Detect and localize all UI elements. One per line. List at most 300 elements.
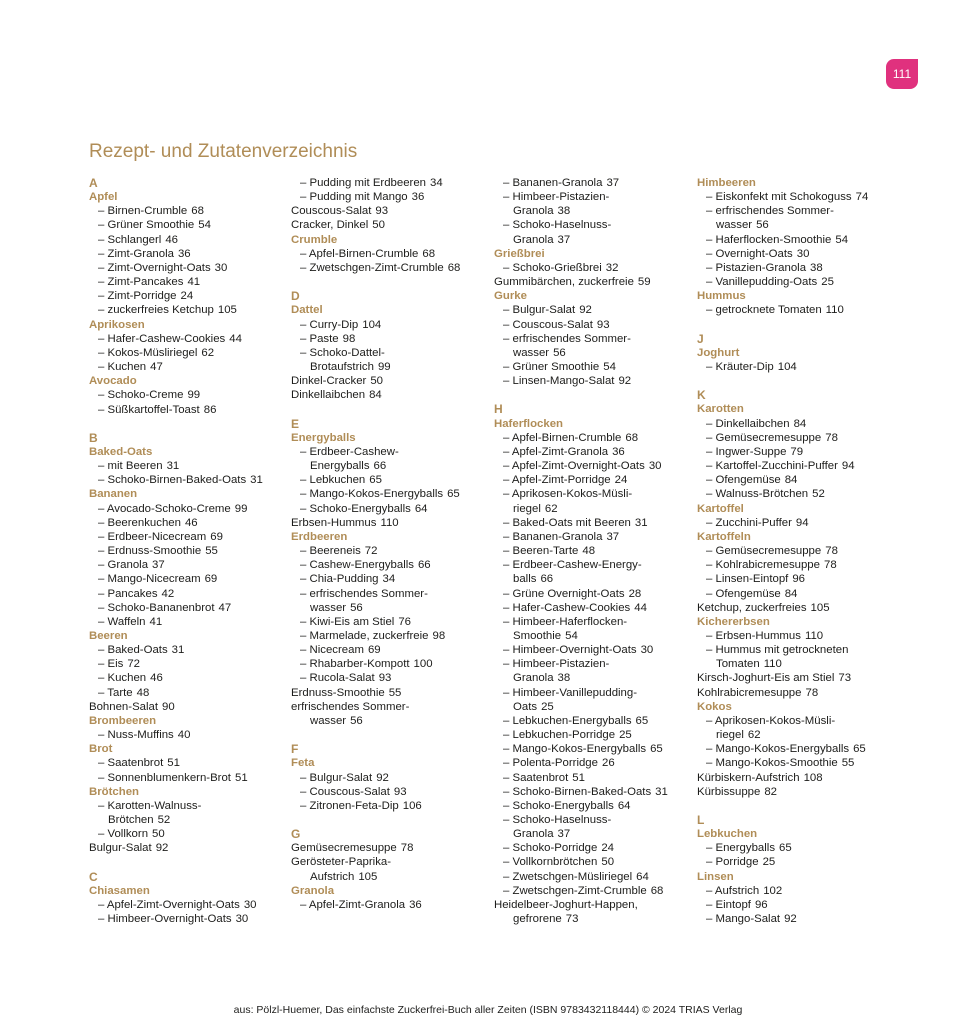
page-ref: 50 <box>370 375 383 388</box>
page-ref: 41 <box>187 276 201 289</box>
page-ref: 37 <box>152 559 165 572</box>
index-subentry <box>697 587 897 601</box>
index-subentry <box>697 629 897 643</box>
index-subentry <box>697 303 897 317</box>
entry-text: Grießbrei <box>494 247 545 260</box>
page-ref: 56 <box>756 219 769 232</box>
page-ref: 72 <box>364 545 378 558</box>
index-subentry <box>291 558 491 572</box>
entry-text: Karotten-Walnuss- <box>107 799 202 812</box>
entry-text: Joghurt <box>697 346 740 359</box>
entry-text: Schoko-Porridge <box>512 842 598 855</box>
page-ref: 30 <box>648 460 662 473</box>
index-letter <box>291 417 491 431</box>
index-subentry <box>494 855 694 869</box>
entry-text: Erbsen-Hummus <box>291 516 377 529</box>
entry-text: Granola <box>513 828 554 841</box>
entry-text: Zwetschgen-Müsliriegel <box>512 870 633 883</box>
entry-text: Himbeer-Overnight-Oats <box>107 913 232 926</box>
page-ref: 100 <box>413 658 433 671</box>
page-ref: 51 <box>572 771 585 784</box>
index-subentry <box>697 487 897 501</box>
entry-text: Granola <box>513 205 554 218</box>
entry-text: Kichererbsen <box>697 615 770 628</box>
index-entry <box>697 771 897 785</box>
page-ref: 78 <box>825 431 838 444</box>
entry-text: Lebkuchen-Porridge <box>512 729 616 742</box>
index-subentry <box>494 601 694 615</box>
page-ref: 110 <box>380 516 399 529</box>
index-heading <box>291 431 491 445</box>
page-ref: 34 <box>430 177 443 189</box>
entry-text: Schlangerl <box>107 233 162 246</box>
index-letter <box>697 813 897 827</box>
entry-text: Apfel-Birnen-Crumble <box>308 247 419 260</box>
index-letter <box>89 870 289 884</box>
entry-text: Chia-Pudding <box>309 573 379 586</box>
index-heading <box>697 176 897 190</box>
index-heading <box>494 417 694 431</box>
page-ref: 55 <box>205 545 218 558</box>
page-ref: 24 <box>601 842 615 855</box>
index-subentry <box>89 686 289 700</box>
entry-text: Zimt-Granola <box>107 247 174 260</box>
page-ref: 76 <box>398 615 411 628</box>
entry-text: Kohlrabicremesuppe <box>715 559 820 572</box>
index-continuation <box>291 714 491 728</box>
entry-text: Kuchen <box>107 361 147 374</box>
index-letter <box>291 827 491 841</box>
page-ref: 84 <box>784 474 798 487</box>
index-subentry <box>697 572 897 586</box>
entry-text: Himbeer-Haferflocken- <box>512 615 628 628</box>
index-subentry <box>89 643 289 657</box>
entry-text: Beeren-Tarte <box>512 545 579 558</box>
index-subentry <box>89 799 289 813</box>
page-ref: 96 <box>792 573 805 586</box>
entry-text: Hummus <box>697 290 746 303</box>
index-subentry <box>291 771 491 785</box>
page-ref: 26 <box>601 757 615 770</box>
entry-text: Walnuss-Brötchen <box>715 488 809 501</box>
page-ref: 105 <box>217 304 237 317</box>
entry-text: Zwetschgen-Zimt-Crumble <box>512 884 647 897</box>
entry-text: Vanillepudding-Oats <box>715 276 818 289</box>
page-ref: 65 <box>635 714 649 727</box>
index-continuation <box>494 346 694 360</box>
page-ref: 93 <box>378 672 392 685</box>
entry-text: Kokos <box>697 700 732 713</box>
entry-text: Beereneis <box>309 545 361 558</box>
index-subentry <box>291 190 491 204</box>
entry-text: Aprikosen <box>89 318 145 331</box>
index-subentry <box>89 558 289 572</box>
entry-text: Bananen-Granola <box>512 530 603 543</box>
index-subentry <box>494 487 694 501</box>
index-heading <box>697 530 897 544</box>
index-subentry <box>494 473 694 487</box>
entry-text: riegel <box>513 502 541 515</box>
entry-text: Rucola-Salat <box>309 672 375 685</box>
index-subentry <box>89 403 289 417</box>
entry-text: Schoko-Creme <box>107 389 184 402</box>
entry-text: Polenta-Porridge <box>512 757 598 770</box>
index-heading <box>291 530 491 544</box>
page-ref: 69 <box>367 644 381 657</box>
page-ref: 110 <box>804 629 824 642</box>
page-ref: 92 <box>579 304 592 317</box>
index-subentry <box>291 544 491 558</box>
entry-text: Saatenbrot <box>512 771 569 784</box>
index-subentry <box>291 799 491 813</box>
index-continuation <box>494 572 694 586</box>
entry-text: Gemüsecremesuppe <box>291 842 397 855</box>
index-subentry <box>291 332 491 346</box>
entry-text: Beerenkuchen <box>107 516 181 529</box>
entry-text: Haferflocken-Smoothie <box>715 233 832 246</box>
page-ref: 64 <box>414 502 428 515</box>
entry-text: Erdbeer-Cashew-Energy- <box>512 559 642 572</box>
entry-text: Saatenbrot <box>107 757 164 770</box>
entry-text: Schoko-Birnen-Baked-Oats <box>512 785 652 798</box>
index-subentry <box>89 544 289 558</box>
page-ref: 92 <box>376 771 389 784</box>
index-subentry <box>494 813 694 827</box>
entry-text: Schoko-Energyballs <box>512 799 614 812</box>
page-title: Rezept- und Zutatenverzeichnis <box>89 141 358 162</box>
page-ref: 44 <box>229 332 242 345</box>
entry-text: Süßkartoffel-Toast <box>107 403 200 416</box>
page-ref: 82 <box>764 785 777 798</box>
page-ref: 46 <box>150 672 163 685</box>
page-ref: 28 <box>628 587 642 600</box>
index-subentry <box>89 572 289 586</box>
index-heading <box>89 884 289 898</box>
index-entry <box>291 841 491 855</box>
index-entry <box>697 686 897 700</box>
entry-text: Ofengemüse <box>715 587 781 600</box>
index-subentry <box>494 459 694 473</box>
index-continuation <box>697 218 897 232</box>
page-ref: 68 <box>447 261 461 274</box>
page-ref: 36 <box>177 247 191 260</box>
page-ref: 52 <box>157 814 171 827</box>
entry-text: Dattel <box>291 304 323 317</box>
entry-text: Schoko-Energyballs <box>309 502 411 515</box>
entry-text: Karotten <box>697 403 744 416</box>
entry-text: Bulgur-Salat <box>309 771 373 784</box>
index-subentry <box>494 558 694 572</box>
page-ref: 30 <box>796 247 810 260</box>
entry-text: Brötchen <box>89 785 139 798</box>
index-continuation <box>494 671 694 685</box>
index-spacer <box>697 799 897 813</box>
entry-text: Schoko-Dattel- <box>309 346 385 359</box>
entry-text: Brot <box>89 743 113 756</box>
page-ref: 92 <box>784 913 797 926</box>
entry-text: Baked-Oats mit Beeren <box>512 516 631 529</box>
entry-text: Himbeer-Vanillepudding- <box>512 686 638 699</box>
entry-text: Nuss-Muffins <box>107 729 174 742</box>
index-subentry <box>494 643 694 657</box>
entry-text: Avocado <box>89 375 137 388</box>
entry-text: Mango-Nicecream <box>107 573 201 586</box>
index-spacer <box>291 275 491 289</box>
entry-text: Kartoffeln <box>697 530 751 543</box>
page-ref: 41 <box>149 615 163 628</box>
entry-text: H <box>494 402 503 417</box>
index-entry <box>494 898 694 912</box>
index-column-4 <box>697 176 897 926</box>
entry-text: Mango-Kokos-Energyballs <box>309 488 444 501</box>
entry-text: C <box>89 869 98 884</box>
entry-text: Eintopf <box>715 898 751 911</box>
index-letter <box>89 431 289 445</box>
index-continuation <box>89 813 289 827</box>
page-ref: 92 <box>155 842 169 855</box>
page-ref: 65 <box>447 488 460 501</box>
entry-text: Gummibärchen, zuckerfreie <box>494 276 634 289</box>
entry-text: Kartoffel <box>697 502 744 515</box>
entry-text: Kräuter-Dip <box>715 361 774 374</box>
index-subentry <box>291 643 491 657</box>
index-letter <box>291 289 491 303</box>
entry-text: Energyballs <box>310 460 370 473</box>
index-heading <box>89 714 289 728</box>
index-column-3 <box>494 176 694 926</box>
index-subentry <box>291 615 491 629</box>
page-ref: 68 <box>422 247 436 260</box>
index-entry <box>291 218 491 232</box>
entry-text: F <box>291 742 299 757</box>
entry-text: Erdbeeren <box>291 530 348 543</box>
entry-text: Curry-Dip <box>309 318 359 331</box>
entry-text: J <box>697 331 704 346</box>
page-ref: 30 <box>214 261 228 274</box>
page-ref: 34 <box>382 573 396 586</box>
index-subentry <box>697 756 897 770</box>
index-subentry <box>697 417 897 431</box>
page-ref: 51 <box>234 771 248 784</box>
index-subentry <box>697 742 897 756</box>
entry-text: Ofengemüse <box>715 474 781 487</box>
page-ref: 68 <box>625 431 639 444</box>
index-continuation <box>494 233 694 247</box>
entry-text: Energyballs <box>291 431 356 444</box>
entry-text: Gurke <box>494 290 527 303</box>
page-ref: 93 <box>375 205 389 218</box>
page-ref: 56 <box>553 346 566 359</box>
index-subentry <box>494 799 694 813</box>
index-subentry <box>697 261 897 275</box>
page-ref: 44 <box>634 601 647 614</box>
index-entry <box>697 601 897 615</box>
entry-text: Bohnen-Salat <box>89 700 159 713</box>
page-ref: 72 <box>127 658 140 671</box>
index-subentry <box>89 261 289 275</box>
index-subentry <box>89 912 289 926</box>
entry-text: Bulgur-Salat <box>512 304 576 317</box>
index-subentry <box>89 601 289 615</box>
index-subentry <box>89 728 289 742</box>
entry-text: Tarte <box>107 686 133 699</box>
index-subentry <box>494 771 694 785</box>
entry-text: Aufstrich <box>310 870 355 883</box>
index-subentry <box>291 346 491 360</box>
page-ref: 65 <box>650 743 663 756</box>
entry-text: Smoothie <box>513 629 562 642</box>
page-ref: 78 <box>805 686 819 699</box>
page-ref: 98 <box>342 332 356 345</box>
page-ref: 79 <box>790 445 804 458</box>
index-subentry <box>291 898 491 912</box>
entry-text: A <box>89 176 98 190</box>
index-heading <box>89 742 289 756</box>
index-continuation <box>494 912 694 926</box>
index-subentry <box>697 233 897 247</box>
page-ref: 31 <box>655 785 668 798</box>
entry-text: Kohlrabicremesuppe <box>697 686 802 699</box>
entry-text: Pudding mit Erdbeeren <box>309 177 427 189</box>
page-ref: 66 <box>373 460 387 473</box>
index-subentry <box>291 572 491 586</box>
index-heading <box>89 629 289 643</box>
entry-text: wasser <box>310 714 347 727</box>
page-ref: 31 <box>250 474 263 487</box>
entry-text: Dinkellaibchen <box>715 417 790 430</box>
index-heading <box>697 700 897 714</box>
index-subentry <box>89 360 289 374</box>
index-subentry <box>291 318 491 332</box>
page-ref: 105 <box>810 601 830 614</box>
entry-text: Apfel-Zimt-Overnight-Oats <box>106 898 240 911</box>
index-letter <box>494 402 694 416</box>
entry-text: Himbeer-Pistazien- <box>512 191 610 204</box>
entry-text: Eis <box>107 658 124 671</box>
page-ref: 78 <box>823 559 837 572</box>
index-subentry <box>697 204 897 218</box>
entry-text: Granola <box>107 559 149 572</box>
index-subentry <box>697 912 897 926</box>
index-subentry <box>494 431 694 445</box>
entry-text: Rhabarber-Kompott <box>309 658 410 671</box>
entry-text: Grüner Smoothie <box>107 219 195 232</box>
index-heading <box>291 884 491 898</box>
entry-text: Bananen-Granola <box>512 177 603 189</box>
entry-text: Tomaten <box>716 658 760 671</box>
entry-text: Brötchen <box>108 814 154 827</box>
entry-text: Lebkuchen-Energyballs <box>512 714 632 727</box>
entry-text: Kuchen <box>107 672 147 685</box>
page-ref: 102 <box>763 884 783 897</box>
index-heading <box>494 289 694 303</box>
page-ref: 50 <box>152 828 165 841</box>
entry-text: Hafer-Cashew-Cookies <box>107 332 226 345</box>
entry-text: E <box>291 416 300 431</box>
page-ref: 99 <box>377 361 391 374</box>
index-spacer <box>494 388 694 402</box>
index-subentry <box>494 657 694 671</box>
page-ref: 65 <box>779 842 792 855</box>
page-number-badge: 111 <box>886 59 918 89</box>
index-subentry <box>89 459 289 473</box>
index-subentry <box>494 870 694 884</box>
entry-text: zuckerfreies Ketchup <box>107 304 214 317</box>
index-subentry <box>89 827 289 841</box>
entry-text: Mango-Kokos-Energyballs <box>512 743 647 756</box>
index-continuation <box>494 204 694 218</box>
entry-text: Lebkuchen <box>697 828 758 841</box>
index-heading <box>89 318 289 332</box>
entry-text: Cashew-Energyballs <box>309 559 414 572</box>
index-subentry <box>291 487 491 501</box>
index-subentry <box>697 247 897 261</box>
page-ref: 69 <box>210 530 223 543</box>
index-subentry <box>494 332 694 346</box>
index-subentry <box>697 558 897 572</box>
index-subentry <box>494 728 694 742</box>
page-ref: 52 <box>812 488 825 501</box>
index-subentry <box>494 261 694 275</box>
entry-text: erfrischendes Sommer- <box>291 700 410 713</box>
page-ref: 78 <box>400 842 414 855</box>
entry-text: Gerösteter-Paprika- <box>291 856 392 869</box>
index-continuation <box>494 827 694 841</box>
index-heading <box>291 233 491 247</box>
page-ref: 51 <box>167 757 180 770</box>
index-heading <box>89 190 289 204</box>
index-heading <box>291 756 491 770</box>
index-subentry <box>494 742 694 756</box>
page-ref: 86 <box>203 403 217 416</box>
page-ref: 36 <box>409 898 422 911</box>
entry-text: Granola <box>513 233 554 246</box>
index-subentry <box>697 714 897 728</box>
index-subentry <box>494 360 694 374</box>
entry-text: Porridge <box>715 856 759 869</box>
page-ref: 38 <box>557 672 571 685</box>
index-subentry <box>494 587 694 601</box>
entry-text: Schoko-Birnen-Baked-Oats <box>107 474 247 487</box>
index-entry <box>494 275 694 289</box>
page-ref: 93 <box>393 785 407 798</box>
entry-text: L <box>697 812 705 827</box>
entry-text: Linsen-Eintopf <box>715 573 789 586</box>
entry-text: Schoko-Grießbrei <box>512 261 602 274</box>
page-ref: 93 <box>596 318 610 331</box>
page-ref: 37 <box>557 233 571 246</box>
page-ref: 73 <box>838 672 852 685</box>
entry-text: Zimt-Pancakes <box>107 276 184 289</box>
page-ref: 59 <box>637 276 651 289</box>
index-spacer <box>697 374 897 388</box>
page-ref: 36 <box>612 445 625 458</box>
index-spacer <box>291 728 491 742</box>
index-letter <box>697 388 897 402</box>
page-ref: 110 <box>825 304 844 317</box>
index-entry <box>89 700 289 714</box>
page-ref: 30 <box>243 898 257 911</box>
index-subentry <box>291 657 491 671</box>
entry-text: wasser <box>310 601 347 614</box>
entry-text: Apfel-Birnen-Crumble <box>511 431 622 444</box>
page-ref: 62 <box>201 346 215 359</box>
index-subentry <box>89 657 289 671</box>
entry-text: Paste <box>309 332 339 345</box>
index-subentry <box>89 346 289 360</box>
index-subentry <box>697 884 897 898</box>
index-subentry <box>494 516 694 530</box>
